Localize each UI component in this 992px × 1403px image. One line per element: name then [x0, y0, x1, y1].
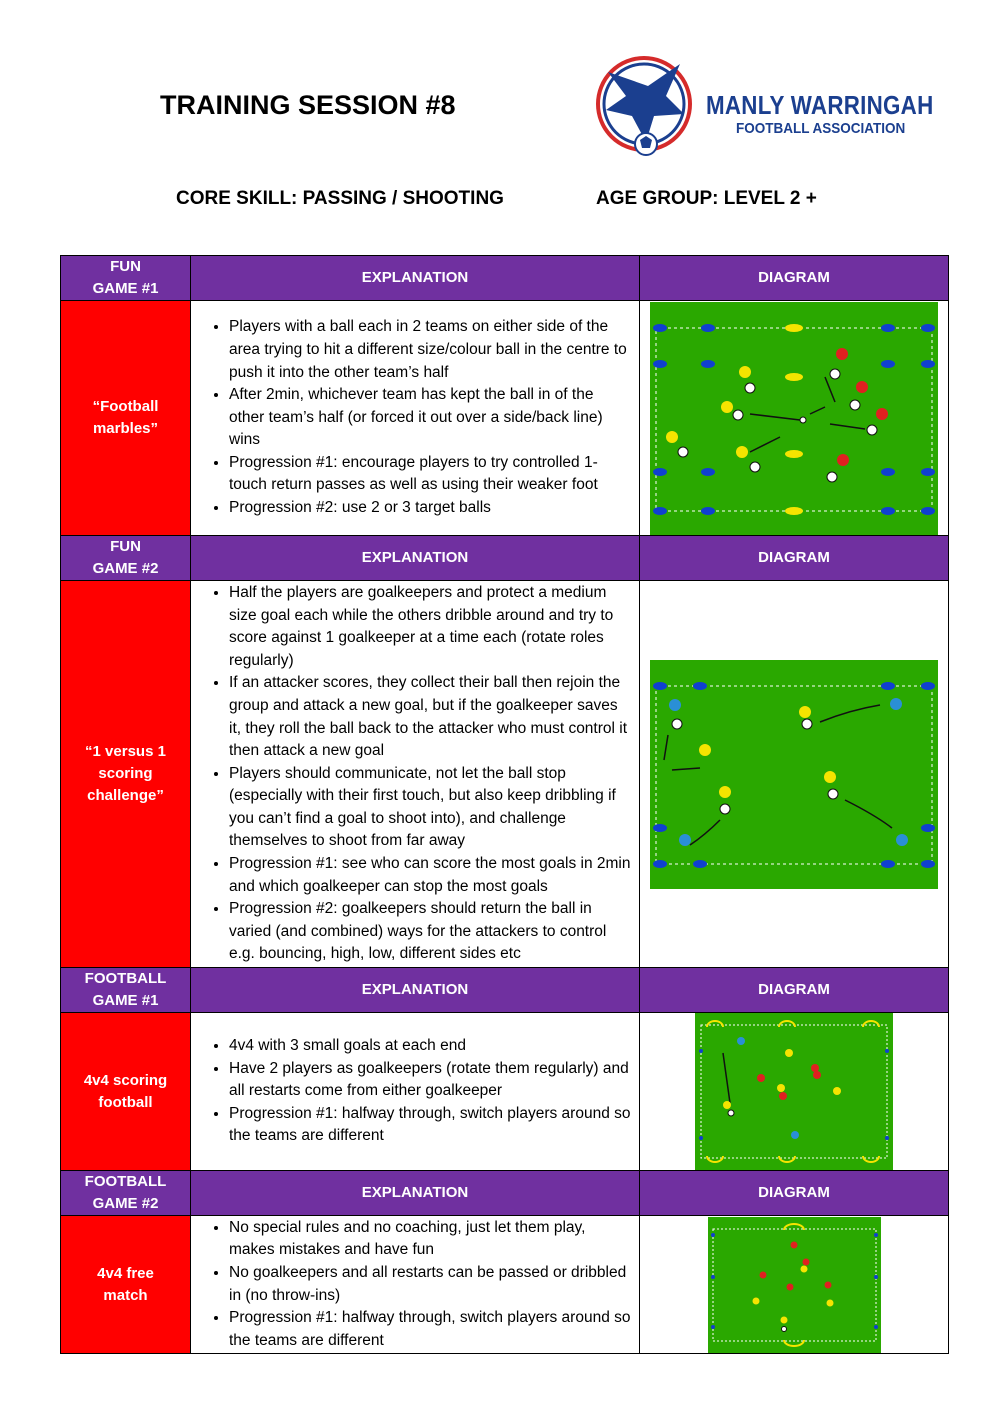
list-item: • No goalkeepers and all restarts can be passed or dribbled in (no throw-ins): [229, 1262, 631, 1307]
section-header-row: [61, 968, 949, 1013]
list-item: • Progression #2: goalkeepers should return the ball in varied (and combined) ways for the attackers to control e.g. bouncing, high, low, different sides etc: [229, 898, 631, 966]
diagram-header: DIAGRAM: [640, 256, 949, 301]
list-item: • Have 2 players as goalkeepers (rotate them regularly) and all restarts come from either goalkeeper: [229, 1058, 631, 1103]
diagram-cell: [640, 581, 949, 968]
explanation-header: EXPLANATION: [191, 256, 640, 301]
game-name: 4v4 scoring football: [61, 1013, 191, 1171]
pitch-diagram: [695, 1013, 893, 1170]
list-item: • No special rules and no coaching, just let them play, makes mistakes and have fun: [229, 1217, 631, 1262]
eagle-logo-icon: [588, 52, 708, 164]
section-row: [61, 1013, 949, 1171]
diagram-header: DIAGRAM: [640, 1171, 949, 1216]
session-table: [60, 255, 949, 1354]
diagram-cell: [640, 1216, 949, 1354]
explanation-cell: [191, 1013, 640, 1171]
category-cell: FOOTBALL GAME #1: [61, 968, 191, 1013]
list-item: • Progression #1: encourage players to try controlled 1-touch return passes as well as using their weaker foot: [229, 452, 631, 497]
pitch-diagram: [650, 660, 938, 889]
list-item: • Half the players are goalkeepers and protect a medium size goal each while the others dribble around and try to score against 1 goalkeeper at a time each (rotate roles regularly): [229, 582, 631, 672]
section-row: [61, 581, 949, 968]
diagram-cell: [640, 1013, 949, 1171]
section-header-row: [61, 536, 949, 581]
section-row: [61, 301, 949, 536]
list-item: • Players with a ball each in 2 teams on either side of the area trying to hit a different size/colour ball in the centre to push it into the other team’s half: [229, 316, 631, 384]
logo-name: MANLY WARRINGAH: [706, 90, 934, 120]
list-item: • If an attacker scores, they collect their ball then rejoin the group and attack a new goal, but if the goalkeeper saves it, they roll the ball back to the attacker who must control it then attack a new goal: [229, 672, 631, 762]
explanation-header: EXPLANATION: [191, 1171, 640, 1216]
section-header-row: [61, 1171, 949, 1216]
game-name: “1 versus 1 scoring challenge”: [61, 581, 191, 968]
game-name: “Football marbles”: [61, 301, 191, 536]
list-item: • Progression #1: halfway through, switch players around so the teams are different: [229, 1103, 631, 1148]
game-name: 4v4 free match: [61, 1216, 191, 1354]
category-cell: FUN GAME #2: [61, 536, 191, 581]
diagram-header: DIAGRAM: [640, 968, 949, 1013]
list-item: • Progression #1: halfway through, switch players around so the teams are different: [229, 1307, 631, 1352]
diagram-header: DIAGRAM: [640, 536, 949, 581]
list-item: • 4v4 with 3 small goals at each end: [229, 1035, 631, 1058]
page-title: TRAINING SESSION #8: [160, 90, 456, 120]
section-row: [61, 1216, 949, 1354]
explanation-cell: [191, 581, 640, 968]
list-item: • Players should communicate, not let the ball stop (especially with their first touch, but also keep dribbling if you can’t find a goal to shoot into), and challenge themselves to shoot from far away: [229, 763, 631, 853]
diagram-cell: [640, 301, 949, 536]
section-header-row: [61, 256, 949, 301]
logo-subtitle: FOOTBALL ASSOCIATION: [736, 120, 906, 137]
explanation-header: EXPLANATION: [191, 536, 640, 581]
age-group: AGE GROUP: LEVEL 2 +: [596, 188, 817, 209]
list-item: • After 2min, whichever team has kept the ball in of the other team’s half (or forced it out over a side/back line) wins: [229, 384, 631, 452]
category-cell: FUN GAME #1: [61, 256, 191, 301]
list-item: • Progression #1: see who can score the most goals in 2min and which goalkeeper can stop the most goals: [229, 853, 631, 898]
core-skill: CORE SKILL: PASSING / SHOOTING: [176, 188, 504, 209]
explanation-cell: [191, 1216, 640, 1354]
explanation-header: EXPLANATION: [191, 968, 640, 1013]
pitch-diagram: [650, 302, 938, 535]
list-item: • Progression #2: use 2 or 3 target balls: [229, 497, 631, 520]
pitch-diagram: [708, 1217, 881, 1353]
logo: [588, 52, 933, 164]
explanation-cell: [191, 301, 640, 536]
category-cell: FOOTBALL GAME #2: [61, 1171, 191, 1216]
